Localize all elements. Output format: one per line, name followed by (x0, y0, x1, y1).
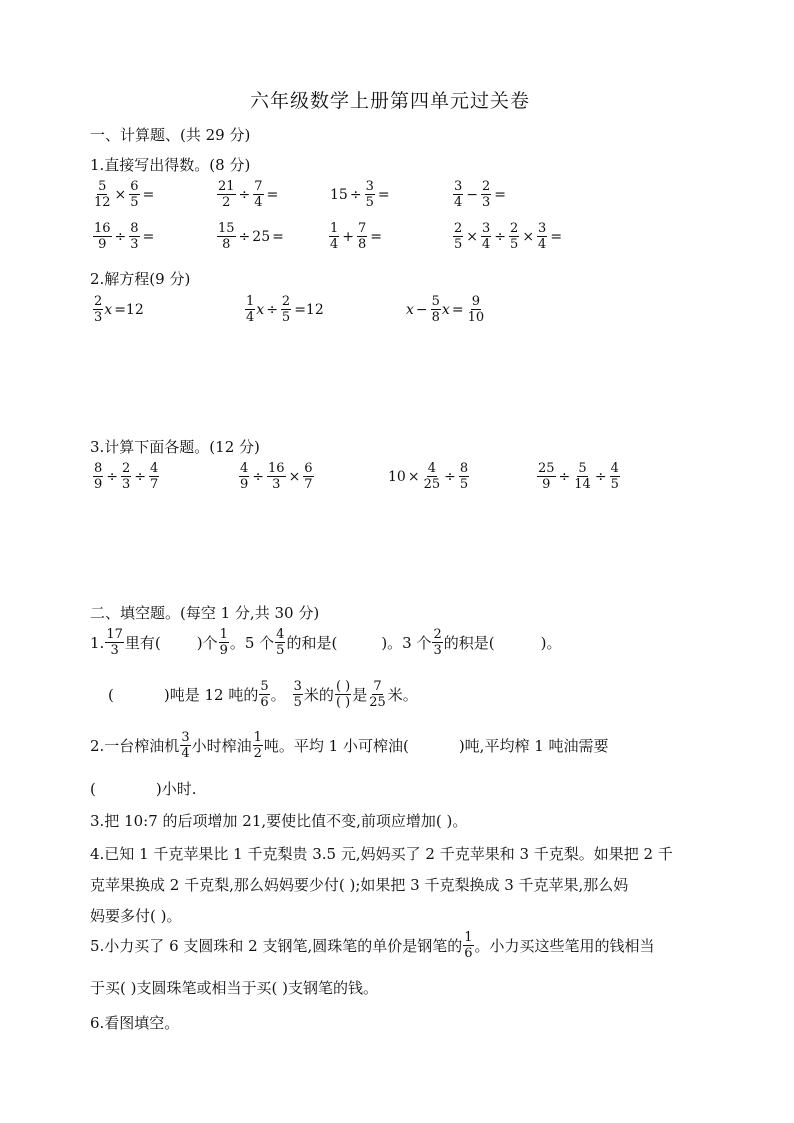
fraction: $\frac{1}{6}$ (464, 930, 473, 961)
fraction: $\frac{5}{12}$ (94, 179, 111, 210)
q1-item-5: $\frac{16}{9}$ ÷ $\frac{8}{3}$ = (94, 221, 155, 252)
fill-2-line-2: ( )小时. (90, 779, 197, 798)
equation-2: $\frac{1}{4}$ x ÷ $\frac{2}{5}$ =12 (246, 294, 324, 325)
fill-4-line-3: 妈要多付( )。 (90, 907, 182, 925)
fraction: $\frac{9}{10}$ (467, 294, 485, 325)
fraction: $\frac{1}{2}$ (253, 730, 262, 761)
fraction: $\frac{3}{4}$ (454, 179, 463, 210)
fill-6: 6.看图填空。 (90, 1014, 180, 1032)
fraction: $\frac{2}{5}$ (281, 294, 291, 325)
q1-item-4: $\frac{3}{4}$ − $\frac{2}{3}$ = (454, 179, 507, 210)
fraction: $\frac{5}{14}$ (574, 461, 591, 492)
fraction: $\frac{17}{3}$ (106, 627, 123, 658)
fill-4-line-2: 克苹果换成 2 千克梨,那么妈妈要少付( );如果把 3 千克梨换成 3 千克苹果,那么妈 (90, 876, 629, 894)
fraction: $\frac{3}{5}$ (293, 679, 302, 710)
equation-1: $\frac{2}{3}$ x =12 (94, 294, 144, 325)
section2-heading: 二、填空题。(每空 1 分,共 30 分) (90, 604, 320, 622)
fill-4-line-1: 4.已知 1 千克苹果比 1 千克梨贵 3.5 元,妈妈买了 2 千克苹果和 3 千克梨。如果把 2 千 (90, 845, 673, 863)
fraction: $\frac{5}{6}$ (260, 679, 269, 710)
fraction: $\frac{21}{2}$ (218, 179, 235, 210)
section1-heading: 一、计算题、(共 29 分) (90, 126, 251, 144)
fraction: $\frac{7}{8}$ (358, 221, 367, 252)
fraction: $\frac{2}{3}$ (122, 461, 131, 492)
fraction: $\frac{2}{3}$ (433, 627, 442, 658)
calc-2: $\frac{4}{9}$ ÷ $\frac{16}{3}$ × $\frac{6}{7}$ (240, 461, 313, 492)
q1-item-7: $\frac{1}{4}$ + $\frac{7}{8}$ = (330, 221, 383, 252)
fraction: $\frac{7}{4}$ (254, 179, 263, 210)
q1-item-8: $\frac{2}{5}$ × $\frac{3}{4}$ ÷ $\frac{2}{5}$ × $\frac{3}{4}$ = (454, 221, 563, 252)
q1-item-2: $\frac{21}{2}$ ÷ $\frac{7}{4}$ = (218, 179, 279, 210)
fraction: $\frac{4}{5}$ (610, 461, 619, 492)
q2-label: 2.解方程(9 分) (90, 270, 191, 288)
fraction: $\frac{7}{25}$ (369, 679, 386, 710)
page-title: 六年级数学上册第四单元过关卷 (250, 90, 531, 112)
q3-label: 3.计算下面各题。(12 分) (90, 438, 260, 456)
fraction: $\frac{4}{25}$ (423, 461, 441, 492)
fraction: $\frac{2}{3}$ (94, 294, 103, 325)
q1-label: 1.直接写出得数。(8 分) (90, 156, 251, 174)
fraction: $\frac{8}{3}$ (130, 221, 139, 252)
calc-1: $\frac{8}{9}$ ÷ $\frac{2}{3}$ ÷ $\frac{4}{7}$ (94, 461, 159, 492)
fraction: $\frac{4}{9}$ (240, 461, 249, 492)
fraction: $\frac{4}{5}$ (276, 627, 285, 658)
q1-item-1: $\frac{5}{12}$ × $\frac{6}{5}$ = (94, 179, 155, 210)
fraction: $\frac{16}{9}$ (94, 221, 111, 252)
fill-3: 3.把 10:7 的后项增加 21,要使比值不变,前项应增加( )。 (90, 812, 468, 830)
fill-2-line-1: 2.一台榨油机 $\frac{3}{4}$ 小时榨油 $\frac{1}{2}$ 吨。平均 1 小可榨油( )吨,平均榨 1 吨油需要 (90, 730, 609, 761)
fraction: $\frac{15}{8}$ (218, 221, 235, 252)
calc-3: 10 × $\frac{4}{25}$ ÷ $\frac{8}{5}$ (388, 461, 469, 492)
fraction: $\frac{3}{4}$ (482, 221, 491, 252)
fraction: $\frac{8}{9}$ (94, 461, 103, 492)
fill-5-line-1: 5.小力买了 6 支圆珠和 2 支钢笔,圆珠笔的单价是钢笔的 $\frac{1}{6}$ 。小力买这些笔用的钱相当 (90, 930, 655, 961)
fraction: $\frac{2}{5}$ (510, 221, 519, 252)
fraction: $\frac{( )}{( )}$ (335, 679, 351, 710)
fraction: $\frac{4}{7}$ (150, 461, 159, 492)
fraction: $\frac{2}{3}$ (482, 179, 491, 210)
fraction: $\frac{1}{4}$ (330, 221, 339, 252)
q1-item-6: $\frac{15}{8}$ ÷ 25 = (218, 221, 284, 252)
fraction: $\frac{25}{9}$ (538, 461, 555, 492)
fill-1-line-1: 1. $\frac{17}{3}$ 里有( )个 $\frac{1}{9}$ 。5 个 $\frac{4}{5}$ 的和是( )。3 个 $\frac{2}{3}$ 的积是( )。 (90, 627, 562, 658)
equation-3: x − $\frac{5}{8}$ x = $\frac{9}{10}$ (406, 294, 485, 325)
fraction: $\frac{3}{4}$ (181, 730, 190, 761)
fraction: $\frac{16}{3}$ (268, 461, 285, 492)
fraction: $\frac{1}{4}$ (246, 294, 255, 325)
fraction: $\frac{3}{5}$ (365, 179, 374, 210)
calc-4: $\frac{25}{9}$ ÷ $\frac{5}{14}$ ÷ $\frac{4}{5}$ (538, 461, 619, 492)
fraction: $\frac{6}{7}$ (304, 461, 313, 492)
fraction: $\frac{1}{9}$ (219, 627, 228, 658)
fill-1-line-2: ( )吨是 12 吨的 $\frac{5}{6}$ 。 $\frac{3}{5}$ 米的 $\frac{( )}{( )}$ 是 $\frac{7}{25}$ 米。 (108, 679, 418, 710)
q1-item-3: 15 ÷ $\frac{3}{5}$ = (330, 179, 390, 210)
fraction: $\frac{3}{4}$ (538, 221, 547, 252)
fraction: $\frac{8}{5}$ (459, 461, 469, 492)
fraction: $\frac{6}{5}$ (130, 179, 139, 210)
fraction: $\frac{5}{8}$ (431, 294, 440, 325)
fraction: $\frac{2}{5}$ (454, 221, 463, 252)
fill-5-line-2: 于买( )支圆珠笔或相当于买( )支钢笔的钱。 (90, 979, 378, 997)
